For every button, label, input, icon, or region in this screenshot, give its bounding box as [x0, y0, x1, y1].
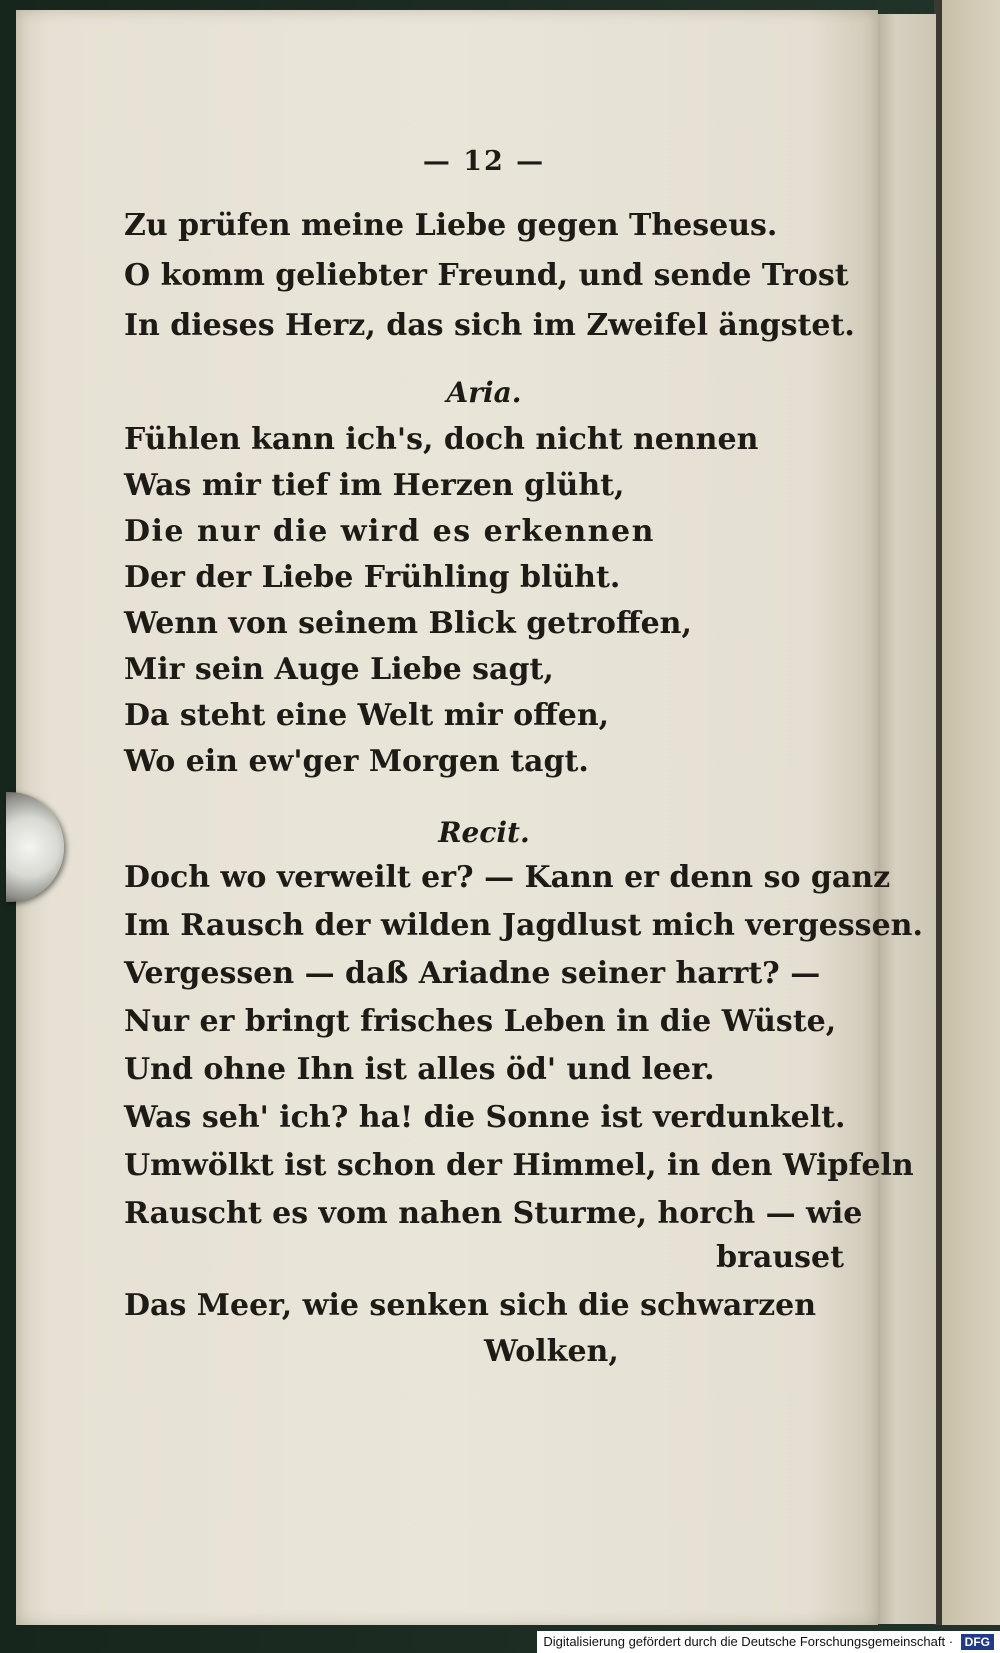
text-line: Mir sein Auge Liebe sagt,	[124, 652, 554, 687]
recit-heading: Recit.	[438, 816, 530, 849]
text-line-continuation: Wolken,	[484, 1334, 619, 1369]
text-line: Im Rausch der wilden Jagdlust mich vergessen.	[124, 908, 923, 943]
text-line: Was mir tief im Herzen glüht,	[124, 468, 625, 503]
book-page	[16, 10, 923, 1625]
next-page-edge	[940, 0, 1000, 1625]
aria-heading: Aria.	[446, 376, 522, 409]
text-line: Der der Liebe Frühling blüht.	[124, 560, 621, 595]
text-line: O komm geliebter Freund, und sende Trost	[124, 258, 849, 293]
text-line: Zu prüfen meine Liebe gegen Theseus.	[124, 208, 778, 243]
page-number: — 12 —	[422, 146, 546, 177]
funding-text: Digitalisierung gefördert durch die Deutsche Forschungsgemeinschaft ·	[543, 1634, 954, 1649]
text-line-continuation: brauset	[716, 1240, 844, 1275]
text-line: In dieses Herz, das sich im Zweifel ängstet.	[124, 308, 855, 343]
text-line: Vergessen — daß Ariadne seiner harrt? —	[124, 956, 821, 991]
text-line: Fühlen kann ich's, doch nicht nennen	[124, 422, 759, 457]
text-line: Wo ein ew'ger Morgen tagt.	[124, 744, 589, 779]
text-line: Das Meer, wie senken sich die schwarzen	[124, 1288, 817, 1323]
text-line: Nur er bringt frisches Leben in die Wüste,	[124, 1004, 837, 1039]
page-stack-edge	[878, 14, 936, 1624]
dfg-logo: DFG	[961, 1634, 994, 1650]
text-line: Was seh' ich? ha! die Sonne ist verdunkelt.	[124, 1100, 846, 1135]
text-line: Da steht eine Welt mir offen,	[124, 698, 610, 733]
text-line: Umwölkt ist schon der Himmel, in den Wipfeln	[124, 1148, 914, 1183]
funding-footer	[537, 1631, 1000, 1653]
text-line: Rauscht es vom nahen Sturme, horch — wie	[124, 1196, 863, 1231]
text-line: Und ohne Ihn ist alles öd' und leer.	[124, 1052, 715, 1087]
text-line: Doch wo verweilt er? — Kann er denn so ganz	[124, 860, 891, 895]
text-line: Wenn von seinem Blick getroffen,	[124, 606, 692, 641]
text-line: Die nur die wird es erkennen	[124, 514, 655, 549]
